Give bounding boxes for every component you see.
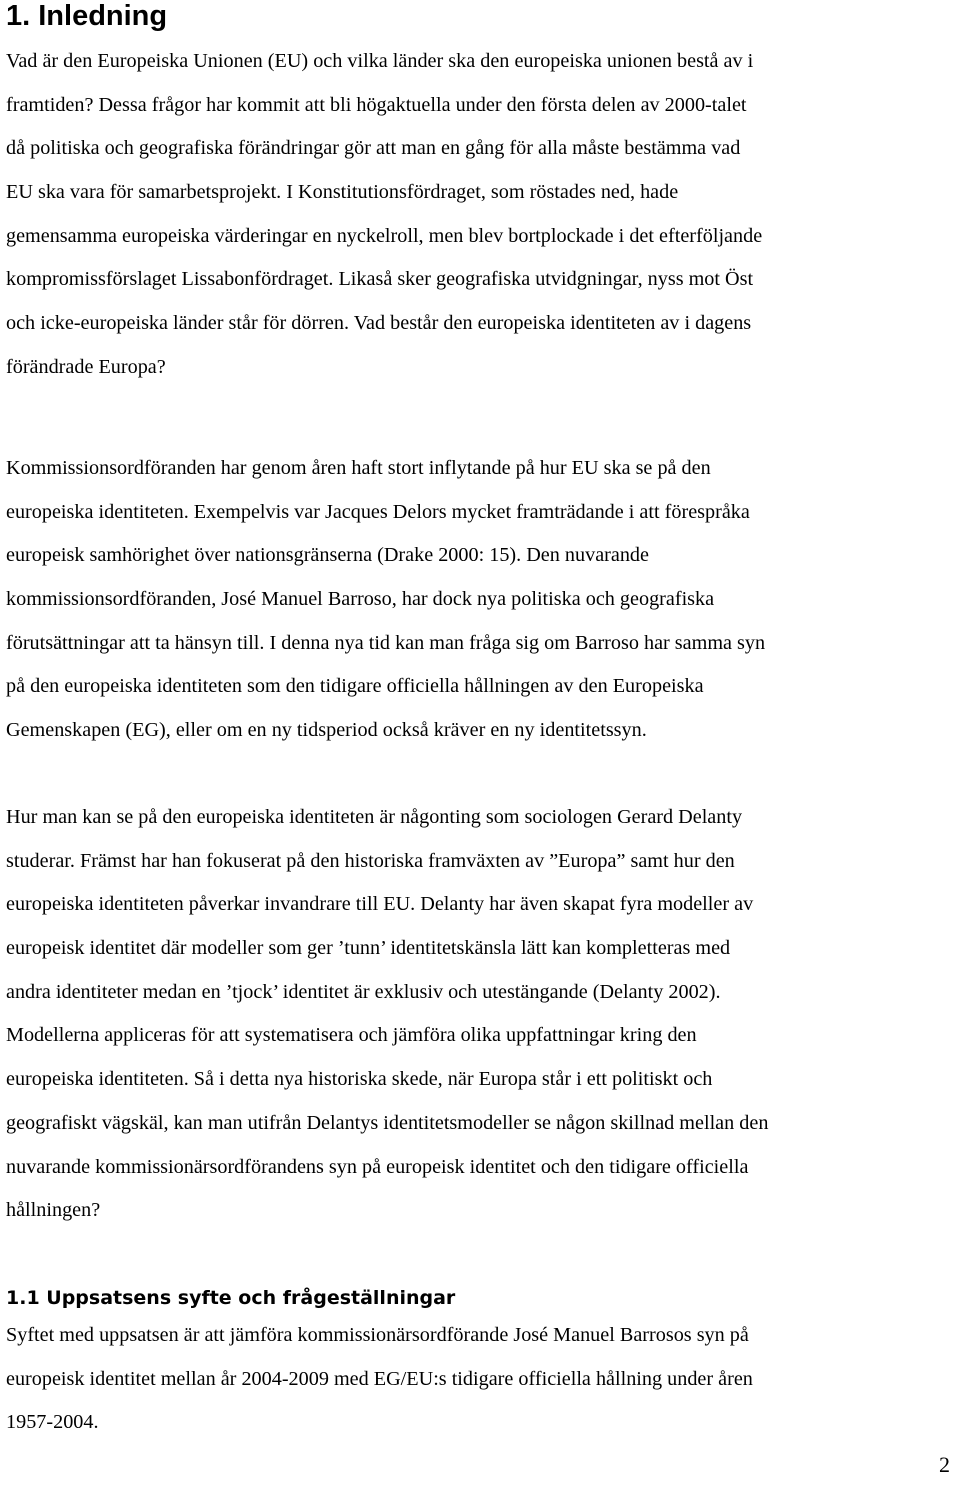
page-number: 2 bbox=[939, 1452, 950, 1477]
text-line: Vad är den Europeiska Unionen (EU) och vilka länder ska den europeiska unionen bestå av i bbox=[6, 50, 754, 72]
text-line: gemensamma europeiska värderingar en nyckelroll, men blev bortplockade i det efterföljande bbox=[6, 224, 763, 247]
paragraph-delanty bbox=[6, 796, 960, 1233]
text-line: förutsättningar att ta hänsyn till. I denna nya tid kan man fråga sig om Barroso har samma syn bbox=[6, 631, 766, 654]
text-line: EU ska vara för samarbetsprojekt. I Konstitutionsfördraget, som röstades ned, hade bbox=[6, 181, 679, 204]
text-line: geografiskt vägskäl, kan man utifrån Delantys identitetsmodeller se någon skillnad mellan den bbox=[6, 1111, 769, 1134]
text-line: 1957-2004. bbox=[6, 1411, 99, 1434]
text-line: på den europeiska identiteten som den tidigare officiella hållningen av den Europeiska bbox=[6, 675, 704, 698]
text-line: europeisk identitet mellan år 2004-2009 med EG/EU:s tidigare officiella hållning under åren bbox=[6, 1367, 753, 1390]
text-line: kommissionsordföranden, José Manuel Barroso, har dock nya politiska och geografiska bbox=[6, 588, 715, 611]
text-line: europeiska identiteten. Exempelvis var Jacques Delors mycket framträdande i att förespråka bbox=[6, 500, 750, 523]
text-line: Syftet med uppsatsen är att jämföra kommissionärsordförande José Manuel Barrosos syn på bbox=[6, 1324, 749, 1346]
section-heading: 1.1 Uppsatsens syfte och frågeställningar bbox=[6, 1287, 456, 1309]
text-line: andra identiteter medan en ’tjock’ identitet är exklusiv och utestängande (Delanty 2002). bbox=[6, 980, 721, 1003]
text-line: kompromissförslaget Lissabonfördraget. Likaså sker geografiska utvidgningar, nyss mot Öst bbox=[6, 268, 754, 291]
text-line: hållningen? bbox=[6, 1199, 101, 1222]
paragraph-intro bbox=[6, 40, 960, 390]
paragraph-purpose bbox=[6, 1314, 960, 1445]
text-line: studerar. Främst har han fokuserat på den historiska framväxten av ”Europa” samt hur den bbox=[6, 849, 735, 872]
text-line: europeisk identitet där modeller som ger ’tunn’ identitetskänsla lätt kan kompletteras med bbox=[6, 937, 731, 960]
text-line: framtiden? Dessa frågor har kommit att bli högaktuella under den första delen av 2000-talet bbox=[6, 93, 747, 116]
text-line: europeisk samhörighet över nationsgränserna (Drake 2000: 15). Den nuvarande bbox=[6, 544, 649, 567]
text-line: nuvarande kommissionärsordförandens syn på europeisk identitet och den tidigare officiella bbox=[6, 1155, 749, 1178]
text-line: och icke-europeiska länder står för dörren. Vad består den europeiska identiteten av i dagens bbox=[6, 312, 752, 335]
paragraph-commission bbox=[6, 447, 960, 753]
text-line: förändrade Europa? bbox=[6, 355, 166, 378]
chapter-heading: 1. Inledning bbox=[6, 0, 168, 32]
text-line: europeiska identiteten påverkar invandrare till EU. Delanty har även skapat fyra modeller av bbox=[6, 893, 754, 916]
text-line: Gemenskapen (EG), eller om en ny tidsperiod också kräver en ny identitetssyn. bbox=[6, 719, 647, 742]
text-line: Modellerna appliceras för att systematisera och jämföra olika uppfattningar kring den bbox=[6, 1024, 697, 1047]
text-line: Hur man kan se på den europeiska identiteten är någonting som sociologen Gerard Delanty bbox=[6, 806, 743, 828]
text-line: Kommissionsordföranden har genom åren haft stort inflytande på hur EU ska se på den bbox=[6, 457, 711, 479]
text-line: europeiska identiteten. Så i detta nya historiska skede, när Europa står i ett politiskt och bbox=[6, 1068, 713, 1091]
text-line: då politiska och geografiska förändringar gör att man en gång för alla måste bestämma vad bbox=[6, 137, 741, 160]
